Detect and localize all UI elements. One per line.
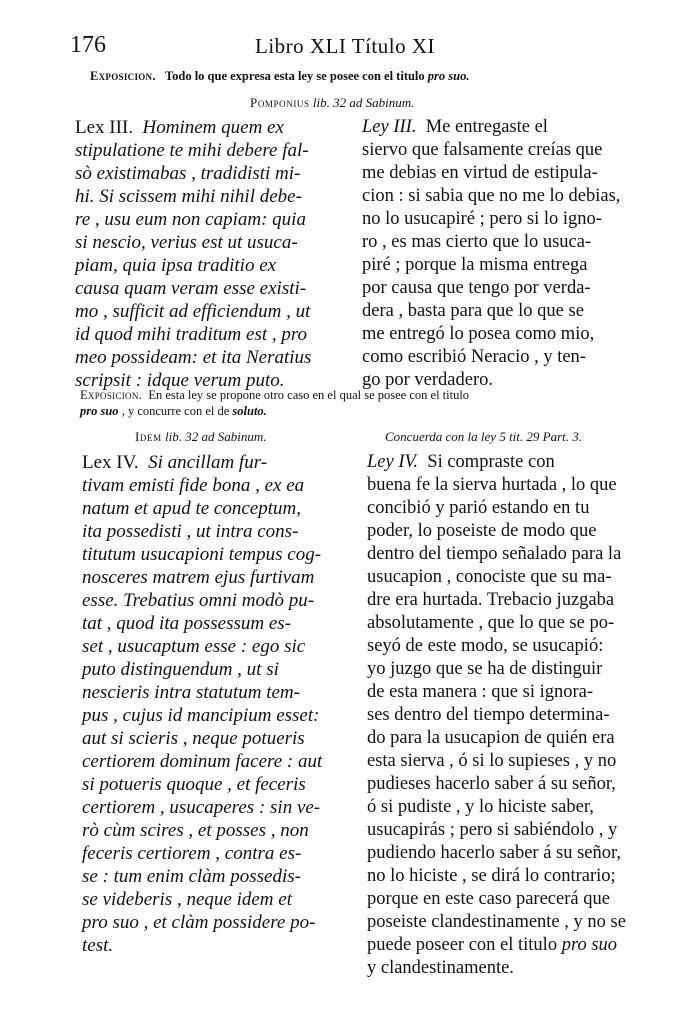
spanish-line: ro , es mas cierto que lo usuca-	[362, 232, 592, 252]
latin-line: certiorem dominum facere : aut	[82, 751, 323, 772]
spanish-line: siervo que falsamente creías que	[362, 140, 603, 160]
spanish-italic: pro suo	[561, 935, 618, 955]
latin-line: ita possedisti , ut intra cons-	[82, 521, 299, 542]
latin-column-lex-4	[82, 451, 352, 957]
spanish-line: go por verdadero.	[362, 370, 493, 390]
latin-line: nescieris intra statutum tem-	[82, 682, 300, 703]
spanish-line: usucapirás ; pero si sabiéndolo , y	[367, 820, 618, 840]
spanish-line: por causa que tengo por verda-	[362, 278, 591, 298]
latin-line: re , usu eum non capiam: quia	[75, 209, 306, 230]
spanish-line: de esta manera : que si ignora-	[367, 682, 594, 702]
spanish-line: puede poseer con el titulo	[367, 935, 558, 955]
latin-line: id quod mihi traditum est , pro	[75, 324, 308, 345]
source-citation-1	[250, 95, 414, 111]
ley-4-heading: Ley IV.	[367, 452, 419, 472]
latin-line: set , usucaptum esse : ego sic	[82, 636, 306, 657]
spanish-line: poseiste clandestinamente , y no se	[367, 912, 626, 932]
latin-line: tivam emisti fide bona , ex ea	[82, 475, 305, 496]
exposicion-italic: soluto.	[232, 404, 267, 418]
spanish-column-ley-4	[367, 451, 632, 980]
exposicion-note-2	[80, 387, 640, 419]
exposicion-note-1	[90, 68, 650, 84]
spanish-line: ses dentro del tiempo determina-	[367, 705, 610, 725]
source-ref: lib. 32 ad Sabinum.	[164, 429, 267, 444]
latin-line: meo possideam: et ita Neratius	[75, 347, 312, 368]
spanish-line: yo juzgo que se ha de distinguir	[367, 659, 603, 679]
latin-line: esse. Trebatius omni modò pu-	[82, 590, 315, 611]
latin-line: hi. Si scissem mihi nihil debe-	[75, 186, 302, 207]
spanish-line: porque en este caso parecerá que	[367, 889, 610, 909]
ley-3-heading: Ley III.	[362, 117, 417, 137]
latin-line: si nescio, verius est ut usuca-	[75, 232, 298, 253]
spanish-line: dre era hurtada. Trebacio juzgaba	[367, 590, 615, 610]
lex-4-heading: Lex IV.	[82, 452, 139, 473]
latin-line: si potueris quoque , et feceris	[82, 774, 306, 795]
spanish-line: me debias en virtud de estipula-	[362, 163, 598, 183]
spanish-line: Me entregaste el	[425, 117, 548, 137]
spanish-line: dentro del tiempo señalado para la	[367, 544, 622, 564]
spanish-line: seyó de este modo, se usucapió:	[367, 636, 604, 656]
latin-line: natum et apud te conceptum,	[82, 498, 301, 519]
spanish-line: no lo usucapiré ; pero si lo igno-	[362, 209, 602, 229]
spanish-column-ley-3	[362, 116, 630, 392]
spanish-line: dera , basta para que lo que se	[362, 301, 584, 321]
spanish-line: como escribió Neracio , y ten-	[362, 347, 586, 367]
latin-line: stipulatione te mihi debere fal-	[75, 140, 309, 161]
latin-column-lex-3	[75, 116, 355, 392]
latin-line: se videberis , neque idem et	[82, 889, 292, 910]
latin-line: nosceres matrem ejus furtivam	[82, 567, 315, 588]
latin-line: Si ancillam fur-	[148, 452, 268, 473]
spanish-line: cion : si sabia que no me lo debias,	[362, 186, 621, 206]
spanish-line: do para la usucapion de quién era	[367, 728, 615, 748]
spanish-line: pudiendo hacerlo saber á su señor,	[367, 843, 622, 863]
spanish-line: Si compraste con	[427, 452, 555, 472]
latin-line: Hominem quem ex	[142, 117, 284, 138]
concordance-citation: Concuerda con la ley 5 tit. 29 Part. 3.	[385, 429, 583, 444]
latin-line: aut si scieris , neque potueris	[82, 728, 305, 749]
spanish-line: ó si pudiste , y lo hiciste saber,	[367, 797, 594, 817]
exposicion-text: , y concurre con el de	[121, 404, 230, 418]
spanish-line: absolutamente , que lo que se po-	[367, 613, 615, 633]
latin-line: causa quam veram esse existi-	[75, 278, 307, 299]
latin-line: feceris certiorem , contra es-	[82, 843, 302, 864]
latin-line: tat , quod ita possessum es-	[82, 613, 291, 634]
page-number: 176	[70, 32, 106, 58]
spanish-line: pudieses hacerlo saber á su señor,	[367, 774, 616, 794]
latin-line: piam, quia ipsa traditio ex	[75, 255, 277, 276]
exposicion-italic: pro suo	[80, 404, 119, 418]
latin-line: puto distinguendum , ut si	[82, 659, 279, 680]
latin-line: pro suo , et clàm possidere po-	[82, 912, 316, 933]
exposicion-text: Todo lo que expresa esta ley se posee con el titulo	[164, 69, 425, 83]
exposicion-label: Exposicion.	[80, 388, 143, 402]
exposicion-text: En esta ley se propone otro caso en el qual se posee con el titulo	[148, 388, 470, 402]
exposicion-label: Exposicion.	[90, 69, 156, 83]
source-author: Idem	[135, 429, 162, 444]
spanish-line: concibió y parió estando en tu	[367, 498, 590, 518]
page-header	[70, 32, 630, 62]
latin-line: scripsit : idque verum puto.	[75, 370, 285, 391]
spanish-line: no lo hiciste , se dirá lo contrario;	[367, 866, 616, 886]
spanish-line: buena fe la sierva hurtada , lo que	[367, 475, 617, 495]
spanish-line: poder, lo poseiste de modo que	[367, 521, 597, 541]
spanish-line: usucapion , conociste que su ma-	[367, 567, 612, 587]
spanish-line: esta sierva , ó si lo supieses , y no	[367, 751, 617, 771]
latin-line: test.	[82, 935, 114, 956]
latin-line: sò existimabas , tradidisti mi-	[75, 163, 301, 184]
latin-line: pus , cujus id mancipium esset:	[82, 705, 320, 726]
spanish-line: y clandestinamente.	[367, 958, 514, 978]
source-citation-2	[135, 429, 266, 445]
spanish-line: me entregó lo posea como mio,	[362, 324, 595, 344]
latin-line: mo , sufficit ad efficiendum , ut	[75, 301, 311, 322]
spanish-line: piré ; porque la misma entrega	[362, 255, 588, 275]
latin-line: rò cùm scires , et posses , non	[82, 820, 309, 841]
latin-line: certiorem , usucaperes : sin ve-	[82, 797, 321, 818]
exposicion-italic: pro suo.	[427, 69, 470, 83]
latin-line: titutum usucapioni tempus cog-	[82, 544, 322, 565]
running-head: Libro XLI Título XI	[255, 34, 436, 58]
lex-3-heading: Lex III.	[75, 117, 134, 138]
source-author: Pomponius	[250, 95, 310, 110]
source-ref: lib. 32 ad Sabinum.	[312, 95, 415, 110]
latin-line: se : tum enim clàm possedis-	[82, 866, 301, 887]
